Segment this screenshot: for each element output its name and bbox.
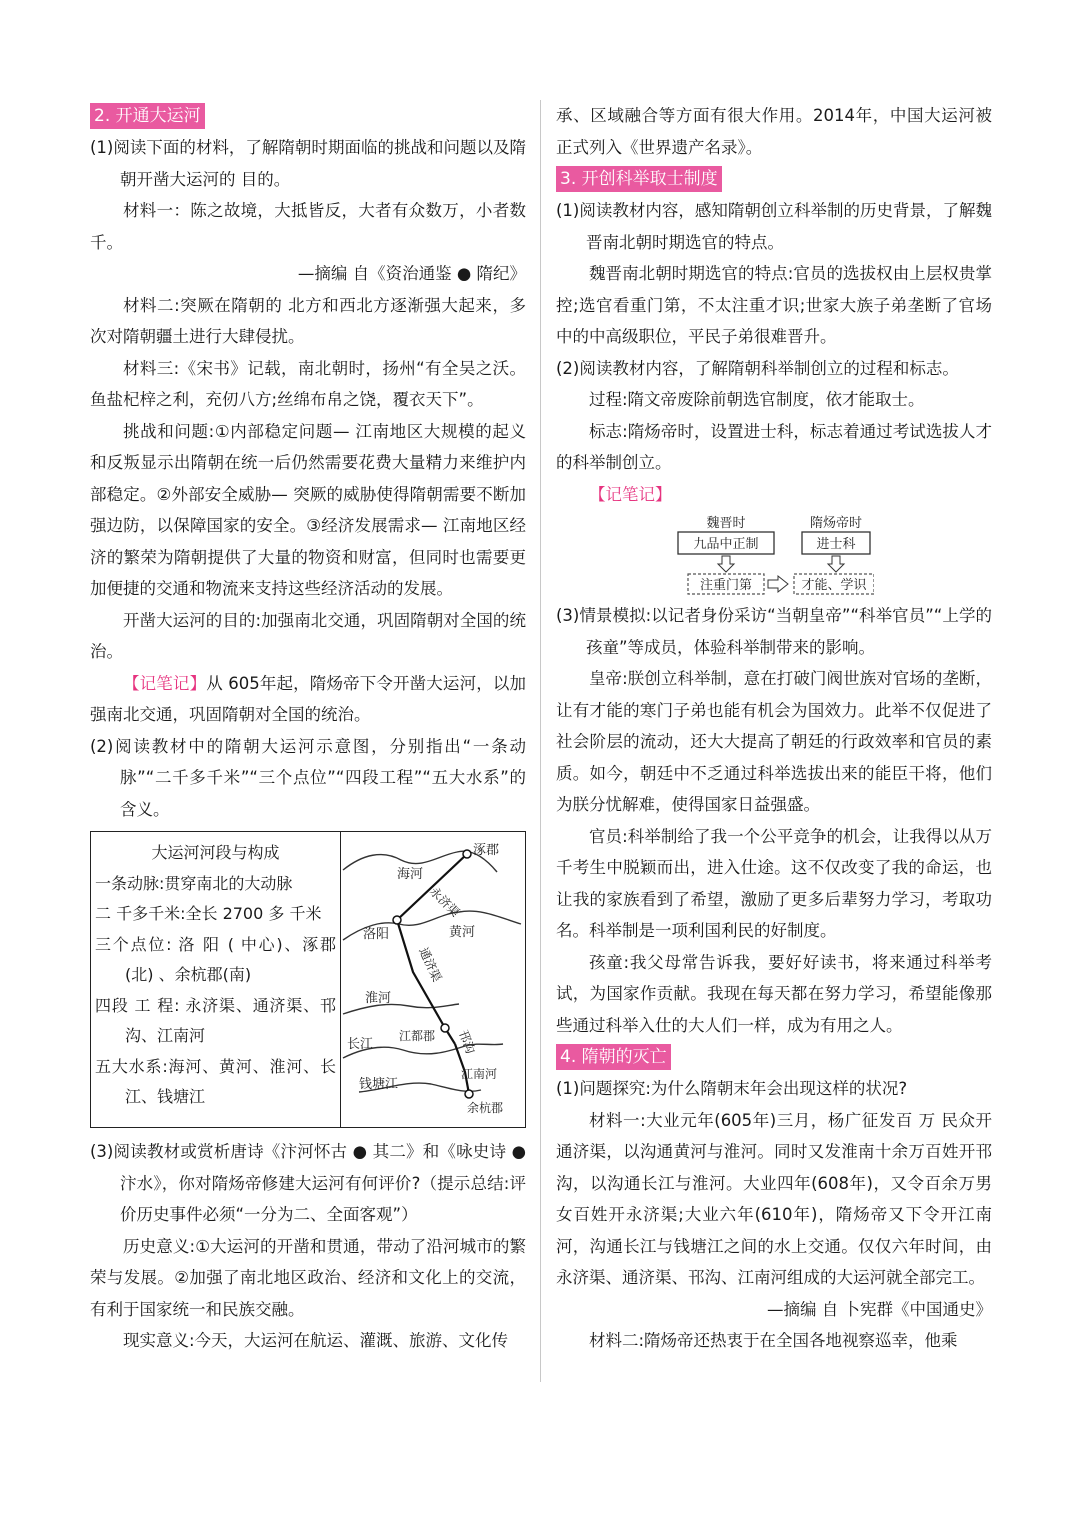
answer-1: 魏晋南北朝时期选官的特点:官员的选拔权由上层权贵掌控;选官看重门第，不太注重才识;世家大族子弟垄断了官场中的中高级职位，平民子弟很难晋升。 xyxy=(556,264,992,346)
continued-text: 承、区域融合等方面有很大作用。2014年，中国大运河被正式列入《世界遗产名录》。 xyxy=(556,106,992,157)
huaihe-river xyxy=(343,1004,459,1014)
jiangdujun-dot xyxy=(441,1024,449,1032)
child-answer: 孩童:我父母常告诉我，要好好读书，将来通过科举考试，为国家作贡献。我现在每天都在努力学习，希望能像那些通过科举入仕的大人们一样，成为有用之人。 xyxy=(556,952,992,1035)
canal-table-title: 大运河河段与构成 xyxy=(151,843,280,862)
sign-answer: 标志:隋炀帝时，设置进士科，标志着通过考试选拔人才的科举制创立。 xyxy=(556,421,992,472)
flow-label-wei-jin: 魏晋时 xyxy=(706,516,746,531)
question-3: (3)情景模拟:以记者身份采访“当朝皇帝”“科举官员”“上学的孩童”等成员，体验科举制带来的影响。 xyxy=(556,606,992,657)
map-label-hangou: 邗沟 xyxy=(456,1028,478,1056)
note-paragraph xyxy=(556,479,992,511)
material-3: 材料三:《宋书》记载，南北朝时，扬州“有全吴之沃。鱼盐杞梓之利，充仞八方;丝绵布帛之饶，覆衣天下”。 xyxy=(90,358,526,409)
question-2: (2)阅读教材内容，了解隋朝科举制创立的过程和标志。 xyxy=(556,358,959,378)
note-label: 【记笔记】 xyxy=(589,484,672,504)
note-text: 从 605年起，隋炀帝下令开凿大运河，以加强南北交通，巩固隋朝对全国的统治。 xyxy=(90,673,527,724)
canal-table xyxy=(90,831,526,1128)
question-4: (1)问题探究:为什么隋朝末年会出现这样的状况? xyxy=(556,1079,908,1098)
yuhangjun-dot xyxy=(465,1090,473,1098)
map-label-huanghe: 黄河 xyxy=(449,925,476,940)
exam-flow-diagram xyxy=(674,514,874,596)
map-label-yongjiqu: 永济渠 xyxy=(426,884,463,920)
material-1: 材料一：陈之故境，大抵皆反，大者有众数万，小者数千。 xyxy=(90,201,526,252)
map-label-luoyang: 洛阳 xyxy=(363,927,390,942)
flow-arrow-down-left xyxy=(718,556,734,572)
map-label-zhuojun: 涿郡 xyxy=(473,843,500,858)
modern-significance: 现实意义:今天，大运河在航运、灌溉、旅游、文化传 xyxy=(123,1331,509,1350)
question-1: (1)阅读教材内容，感知隋朝创立科举制的历史背景，了解魏晋南北朝时期选官的特点。 xyxy=(556,201,992,252)
flow-text-caineng: 才能、学识 xyxy=(801,578,867,593)
challenges-answer: 挑战和问题:①内部稳定问题— 江南地区大规模的起义和反叛显示出隋朝在统一后仍然需要花费大量精力来维护内部稳定。②外部安全威胁— 突厥的威胁使得隋朝需要不断加强边防，以保障国家的安全。③经济发展需求— 江南地区经济的繁荣为隋朝提供了大量的物资和财富，但同时也需要更加便捷的交通和物流来支持这些经济活动的发展。 xyxy=(90,421,526,598)
note-label: 【记笔记】 xyxy=(123,673,207,693)
canal-table-text xyxy=(91,832,341,1127)
material-1-source: —摘编 自 卜宪群《中国通史》 xyxy=(767,1299,992,1319)
question-3: (3)阅读教材或赏析唐诗《汴河怀古 ● 其二》和《咏史诗 ● 汴水》，你对隋炀帝修建大运河有何评价?（提示总结:评价历史事件必须“一分为二、全面客观”） xyxy=(90,1142,526,1224)
canal-table-row: 二 千多千米:全长 2700 多 千米 xyxy=(95,904,322,923)
zhuojun-dot xyxy=(463,850,471,858)
right-column xyxy=(556,100,992,1357)
luoyang-dot xyxy=(393,916,401,924)
material-1: 材料一:大业元年(605年)三月，杨广征发百 万 民众开通济渠，以沟通黄河与淮河。同时又发淮南十余万百姓开邗沟，以沟通长江与淮河。大业四年(608年)，又令百余万男女百姓开永济渠;大业六年(610年)，隋炀帝又下令开江南河，沟通长江与钱塘江之间的水上交通。仅仅六年时间，由永济渠、通济渠、邗沟、江南河组成的大运河就全部完工。 xyxy=(556,1110,992,1287)
material-2: 材料二:隋炀帝还热衷于在全国各地视察巡幸，他乘 xyxy=(589,1331,958,1350)
map-label-jiangnanhe: 江南河 xyxy=(461,1067,498,1081)
question-1: (1)阅读下面的材料，了解隋朝时期面临的挑战和问题以及隋朝开凿大运河的 目的。 xyxy=(90,138,526,189)
flow-text-menfa: 注重门第 xyxy=(699,578,753,593)
flow-arrow-down-right xyxy=(828,556,844,572)
map-label-changjiang: 长江 xyxy=(347,1037,374,1052)
section-2-title: 2. 开通大运河 xyxy=(90,103,205,129)
material-2: 材料二:突厥在隋朝的 北方和西北方逐渐强大起来，多次对隋朝疆土进行大肆侵扰。 xyxy=(90,295,526,346)
question-2: (2)阅读教材中的隋朝大运河示意图，分别指出“一条动脉”“二千多千米”“三个点位”“四段工程”“五大水系”的含义。 xyxy=(90,736,526,819)
purpose-answer: 开凿大运河的目的:加强南北交通，巩固隋朝对全国的统治。 xyxy=(90,610,526,661)
official-answer: 官员:科举制给了我一个公平竞争的机会，让我得以从万千考生中脱颖而出，进入仕途。这不仅改变了我的命运，也让我的家族看到了希望，激励了更多后辈努力学习，考取功名。科举制是一项利国利民的好制度。 xyxy=(556,826,992,940)
map-label-yuhangjun: 余杭郡 xyxy=(467,1101,504,1115)
canal-table-row: 三个点位: 洛 阳 ( 中心)、涿郡(北) 、余杭郡(南) xyxy=(95,934,336,984)
section-3-title: 3. 开创科举取士制度 xyxy=(556,166,722,192)
canal-map xyxy=(341,832,525,1127)
flow-label-sui-yang: 隋炀帝时 xyxy=(809,516,863,531)
map-label-jiangdujun: 江都郡 xyxy=(399,1029,436,1043)
flow-text-jinshi: 进士科 xyxy=(816,537,856,552)
historical-significance: 历史意义:①大运河的开凿和贯通，带动了沿河城市的繁荣与发展。②加强了南北地区政治、经济和文化上的交流，有利于国家统一和民族交融。 xyxy=(90,1236,526,1319)
flow-arrow-right xyxy=(768,576,788,592)
canal-map-svg xyxy=(341,832,523,1124)
canal-table-row: 一条动脉:贯穿南北的大动脉 xyxy=(95,873,293,893)
emperor-answer: 皇帝:朕创立科举制，意在打破门阀世族对官场的垄断，让有才能的寒门子弟也能有机会为国效力。此举不仅促进了社会阶层的流动，还大大提高了朝廷的行政效率和官员的素质。如今，朝廷中不乏通过科举选拔出来的能臣干将，他们为朕分忧解难，使得国家日益强盛。 xyxy=(556,669,992,814)
canal-table-row: 五大水系:海河、黄河、淮河、长江、钱塘江 xyxy=(95,1056,336,1106)
canal-table-row: 四段 工 程: 永济渠、通济渠、邗沟、江南河 xyxy=(95,995,336,1045)
map-label-qiantangjiang: 钱塘江 xyxy=(359,1077,399,1092)
flow-text-jiupin: 九品中正制 xyxy=(693,537,759,552)
map-label-tongjiqu: 通济渠 xyxy=(416,945,445,984)
note-paragraph xyxy=(90,668,526,731)
material-1-source: —摘编 自《资治通鉴 ● 隋纪》 xyxy=(297,264,526,283)
section-4-title: 4. 隋朝的灭亡 xyxy=(556,1044,671,1070)
map-label-haihe: 海河 xyxy=(397,867,424,882)
map-label-huaihe: 淮河 xyxy=(365,991,392,1006)
left-column xyxy=(90,100,526,1357)
column-divider xyxy=(540,100,541,1382)
process-answer: 过程:隋文帝废除前朝选官制度，依才能取士。 xyxy=(589,390,925,409)
